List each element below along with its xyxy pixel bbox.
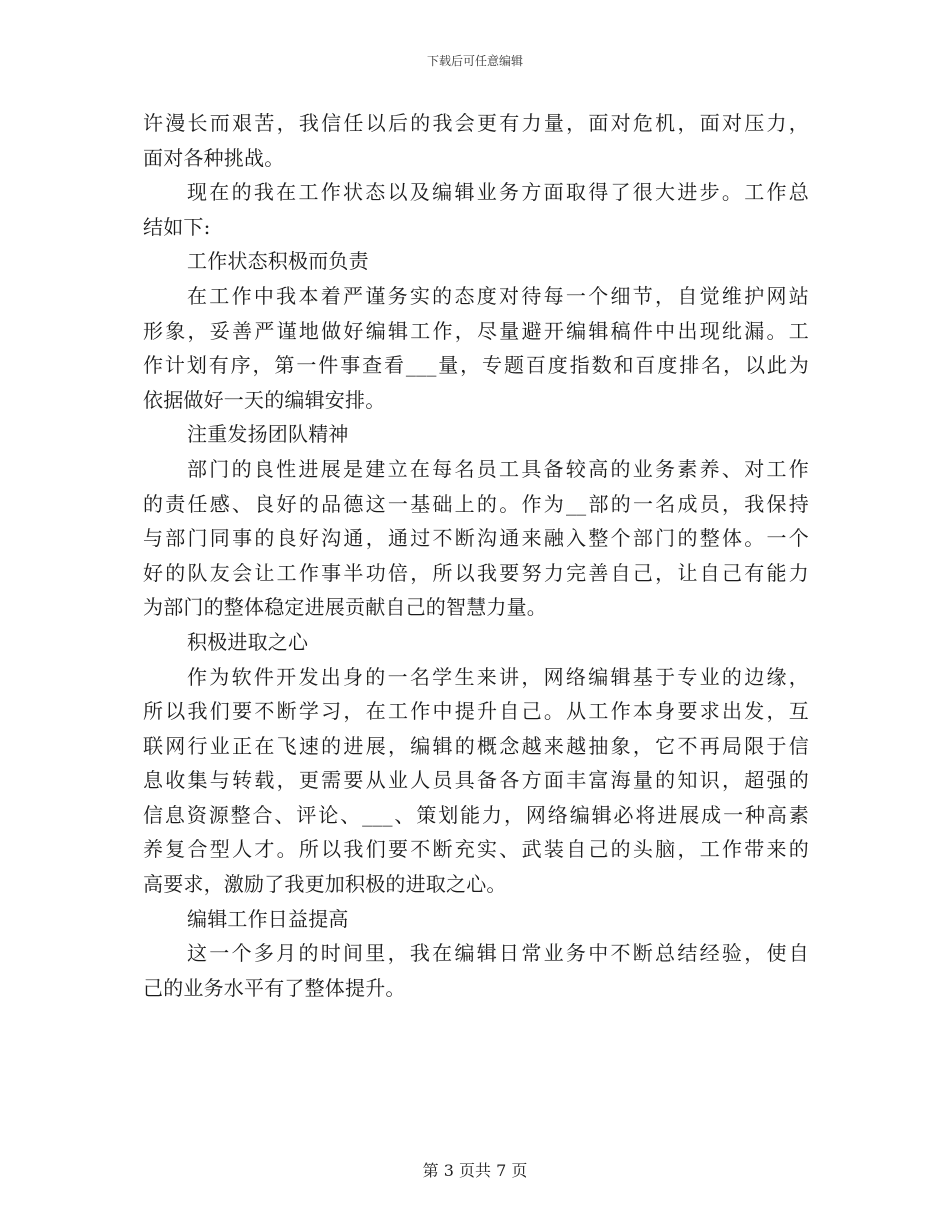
text-line: 好的队友会让工作事半功倍，所以我要努力完善自己，让自己有能力 [143, 560, 809, 585]
text-line: 联网行业正在飞速的进展，编辑的概念越来越抽象，它不再局限于信 [143, 733, 809, 758]
text-line: 为部门的整体稳定进展贡献自己的智慧力量。 [143, 595, 547, 620]
text-line: 这一个多月的时间里，我在编辑日常业务中不断总结经验，使自 [187, 941, 809, 966]
text-line: 高要求，激励了我更加积极的进取之心。 [143, 872, 507, 897]
text-line: 现在的我在工作状态以及编辑业务方面取得了很大进步。工作总 [187, 180, 809, 205]
text-line: 许漫长而艰苦，我信任以后的我会更有力量，面对危机，面对压力， [143, 111, 809, 135]
text-line: 己的业务水平有了整体提升。 [143, 975, 406, 1000]
text-line: 积极进取之心 [187, 629, 309, 654]
text-line: 结如下: [143, 214, 211, 239]
text-line: 形象，妥善严谨地做好编辑工作，尽量避开编辑稿件中出现纰漏。工 [143, 318, 809, 343]
page-number: 第 3 页共 7 页 [422, 1161, 528, 1180]
text-line: 所以我们要不断学习，在工作中提升自己。从工作本身要求出发，互 [143, 699, 809, 724]
text-line: 注重发扬团队精神 [187, 422, 349, 447]
text-line: 养复合型人才。所以我们要不断充实、武装自己的头脑，工作带来的 [143, 837, 809, 862]
text-line: 息收集与转载，更需要从业人员具备各方面丰富海量的知识，超强的 [143, 768, 809, 793]
page-header: 下载后可任意编辑 [426, 54, 523, 68]
text-line: 在工作中我本着严谨务实的态度对待每一个细节，自觉维护网站 [187, 283, 809, 308]
text-line: 与部门同事的良好沟通，通过不断沟通来融入整个部门的整体。一个 [143, 526, 809, 551]
text-line: 依据做好一天的编辑安排。 [143, 387, 386, 412]
text-line: 作为软件开发出身的一名学生来讲，网络编辑基于专业的边缘， [187, 664, 809, 689]
text-line: 部门的良性进展是建立在每名员工具备较高的业务素养、对工作 [187, 456, 809, 481]
text-line: 作计划有序，第一件事查看___量，专题百度指数和百度排名，以此为 [143, 353, 809, 378]
text-line: 编辑工作日益提高 [187, 906, 349, 931]
text-line: 工作状态积极而负责 [187, 249, 369, 274]
text-line: 面对各种挑战。 [143, 145, 285, 170]
text-line: 信息资源整合、评论、___、策划能力，网络编辑必将进展成一种高素 [143, 802, 809, 827]
text-line: 的责任感、良好的品德这一基础上的。作为__部的一名成员，我保持 [143, 491, 809, 516]
document-body [143, 106, 809, 1005]
